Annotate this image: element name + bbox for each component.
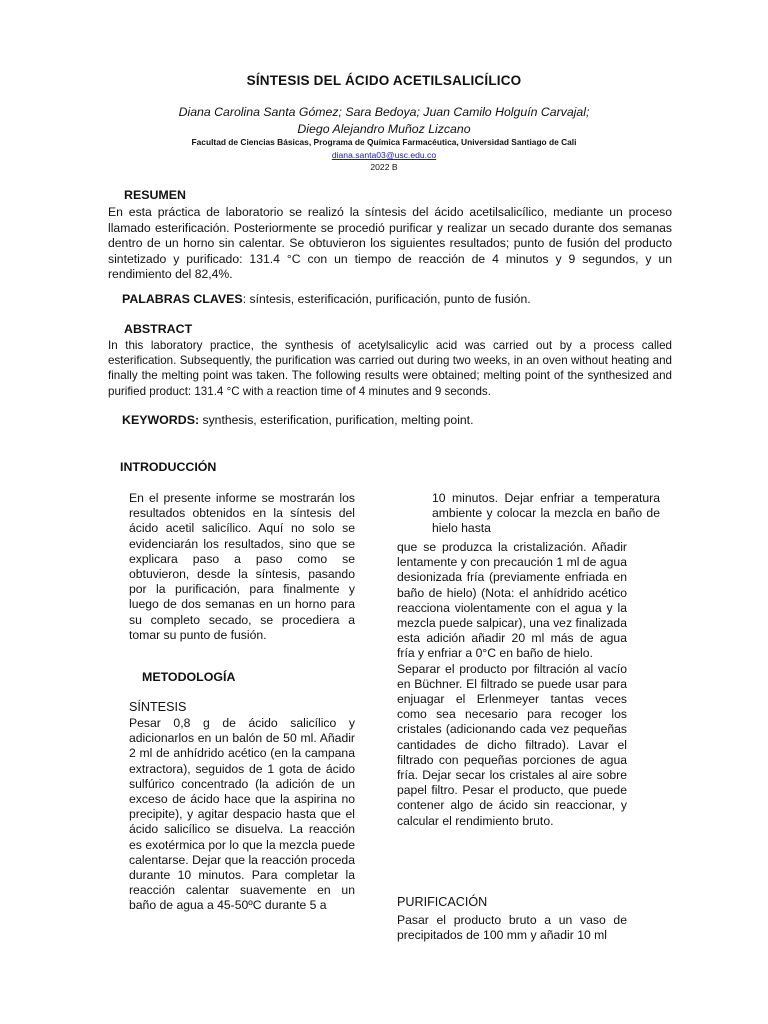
palabras-claves <box>122 292 531 306</box>
authors-line-1: Diana Carolina Santa Gómez; Sara Bedoya; Juan Camilo Holguín Carvajal; <box>178 105 590 119</box>
palabras-claves-label: PALABRAS CLAVES <box>122 292 243 306</box>
keywords-label: KEYWORDS: <box>122 413 200 427</box>
author-list <box>0 104 768 138</box>
email-line <box>0 150 768 160</box>
abstract-text: In this laboratory practice, the synthesis of acetylsalicylic acid was carried out by a process called esterification. Subsequently, the purification was carried out during two weeks, in an oven without heating and finally the melting point was taken. The following results were obtained; melting point of the synthesized and purified product: 131.4 °C with a reaction time of 4 minutes and 9 seconds. <box>108 339 672 398</box>
email-link[interactable]: diana.santa03@usc.edu.co <box>331 150 437 160</box>
authors-line-2: Diego Alejandro Muñoz Lizcano <box>297 122 471 136</box>
abstract-heading: ABSTRACT <box>124 322 193 336</box>
year-label: 2022 B <box>370 162 398 172</box>
metodologia-heading: METODOLOGÍA <box>142 670 236 684</box>
introduccion-text: En el presente informe se mostrarán los resultados obtenidos en la síntesis del ácido acetil salicílico. Aquí no solo se evidenciarán los resultados, sino que se explicara paso a paso como se obtuvieron, desde la síntesis, pasando por la purificación, para finalmente y luego de dos semanas en un horno para su completo secado, se procediera a tomar su punto de fusión. <box>129 491 355 642</box>
right-column-indented: 10 minutos. Dejar enfriar a temperatura ambiente y colocar la mezcla en baño de hielo hasta <box>432 491 660 536</box>
resumen-heading: RESUMEN <box>124 188 186 202</box>
purificacion-heading: PURIFICACIÓN <box>397 895 488 909</box>
purificacion-text: Pasar el producto bruto a un vaso de precipitados de 100 mm y añadir 10 ml <box>397 913 627 943</box>
introduccion-heading: INTRODUCCIÓN <box>120 460 217 474</box>
resumen-text: En esta práctica de laboratorio se realizó la síntesis del ácido acetilsalicílico, mediante un proceso llamado esterificación. Posteriormente se procedió purificar y realizar un secado durante dos semanas dentro de un horno sin calentar. Se obtuvieron los siguientes resultados; punto de fusión del producto sintetizado y purificado: 131.4 °C con un tiempo de reacción de 4 minutos y 9 segundos, y un rendimiento del 82,4%. <box>108 205 672 282</box>
right-column-para-2: Separar el producto por filtración al vacío en Büchner. El filtrado se puede usar para enjuagar el Erlenmeyer tantas veces como sea necesario para recoger los cristales (adicionando cada vez pequeñas cantidades de dicho filtrado). Lavar el filtrado con pequeñas porciones de agua fría. Dejar secar los cristales al aire sobre papel filtro. Pesar el producto, que puede contener algo de ácido sin reaccionar, y calcular el rendimiento bruto. <box>397 661 627 828</box>
keywords-text: synthesis, esterification, purification, melting point. <box>199 413 474 427</box>
right-column-para-1: que se produzca la cristalización. Añadir lentamente y con precaución 1 ml de agua desionizada fría (previamente enfriada en baño de hielo) (Nota: el anhídrido acético reacciona violentamente con el agua y la mezcla puede salpicar), una vez finalizada esta adición añadir 20 ml más de agua fría y enfriar a 0°C en baño de hielo. <box>397 540 627 661</box>
paper-title: SÍNTESIS DEL ÁCIDO ACETILSALICÍLICO <box>246 73 522 88</box>
palabras-claves-text: : síntesis, esterificación, purificación, punto de fusión. <box>242 292 531 306</box>
sintesis-heading: SÍNTESIS <box>129 700 187 714</box>
affiliation: Facultad de Ciencias Básicas, Programa de Química Farmacéutica, Universidad Santiago de Cali <box>191 137 577 147</box>
sintesis-text: Pesar 0,8 g de ácido salicílico y adicionarlos en un balón de 50 ml. Añadir 2 ml de anhídrido acético (en la campana extractora), seguidos de 1 gota de ácido sulfúrico concentrado (la adición de un exceso de ácido hace que la aspirina no precipite), y agitar despacio hasta que el ácido salicílico se disuelva. La reacción es exotérmica por lo que la mezcla puede calentarse. Dejar que la reacción proceda durante 10 minutos. Para completar la reacción calentar suavemente en un baño de agua a 45-50ºC durante 5 a <box>129 716 355 913</box>
right-column-body <box>397 540 627 829</box>
keywords <box>122 413 473 427</box>
